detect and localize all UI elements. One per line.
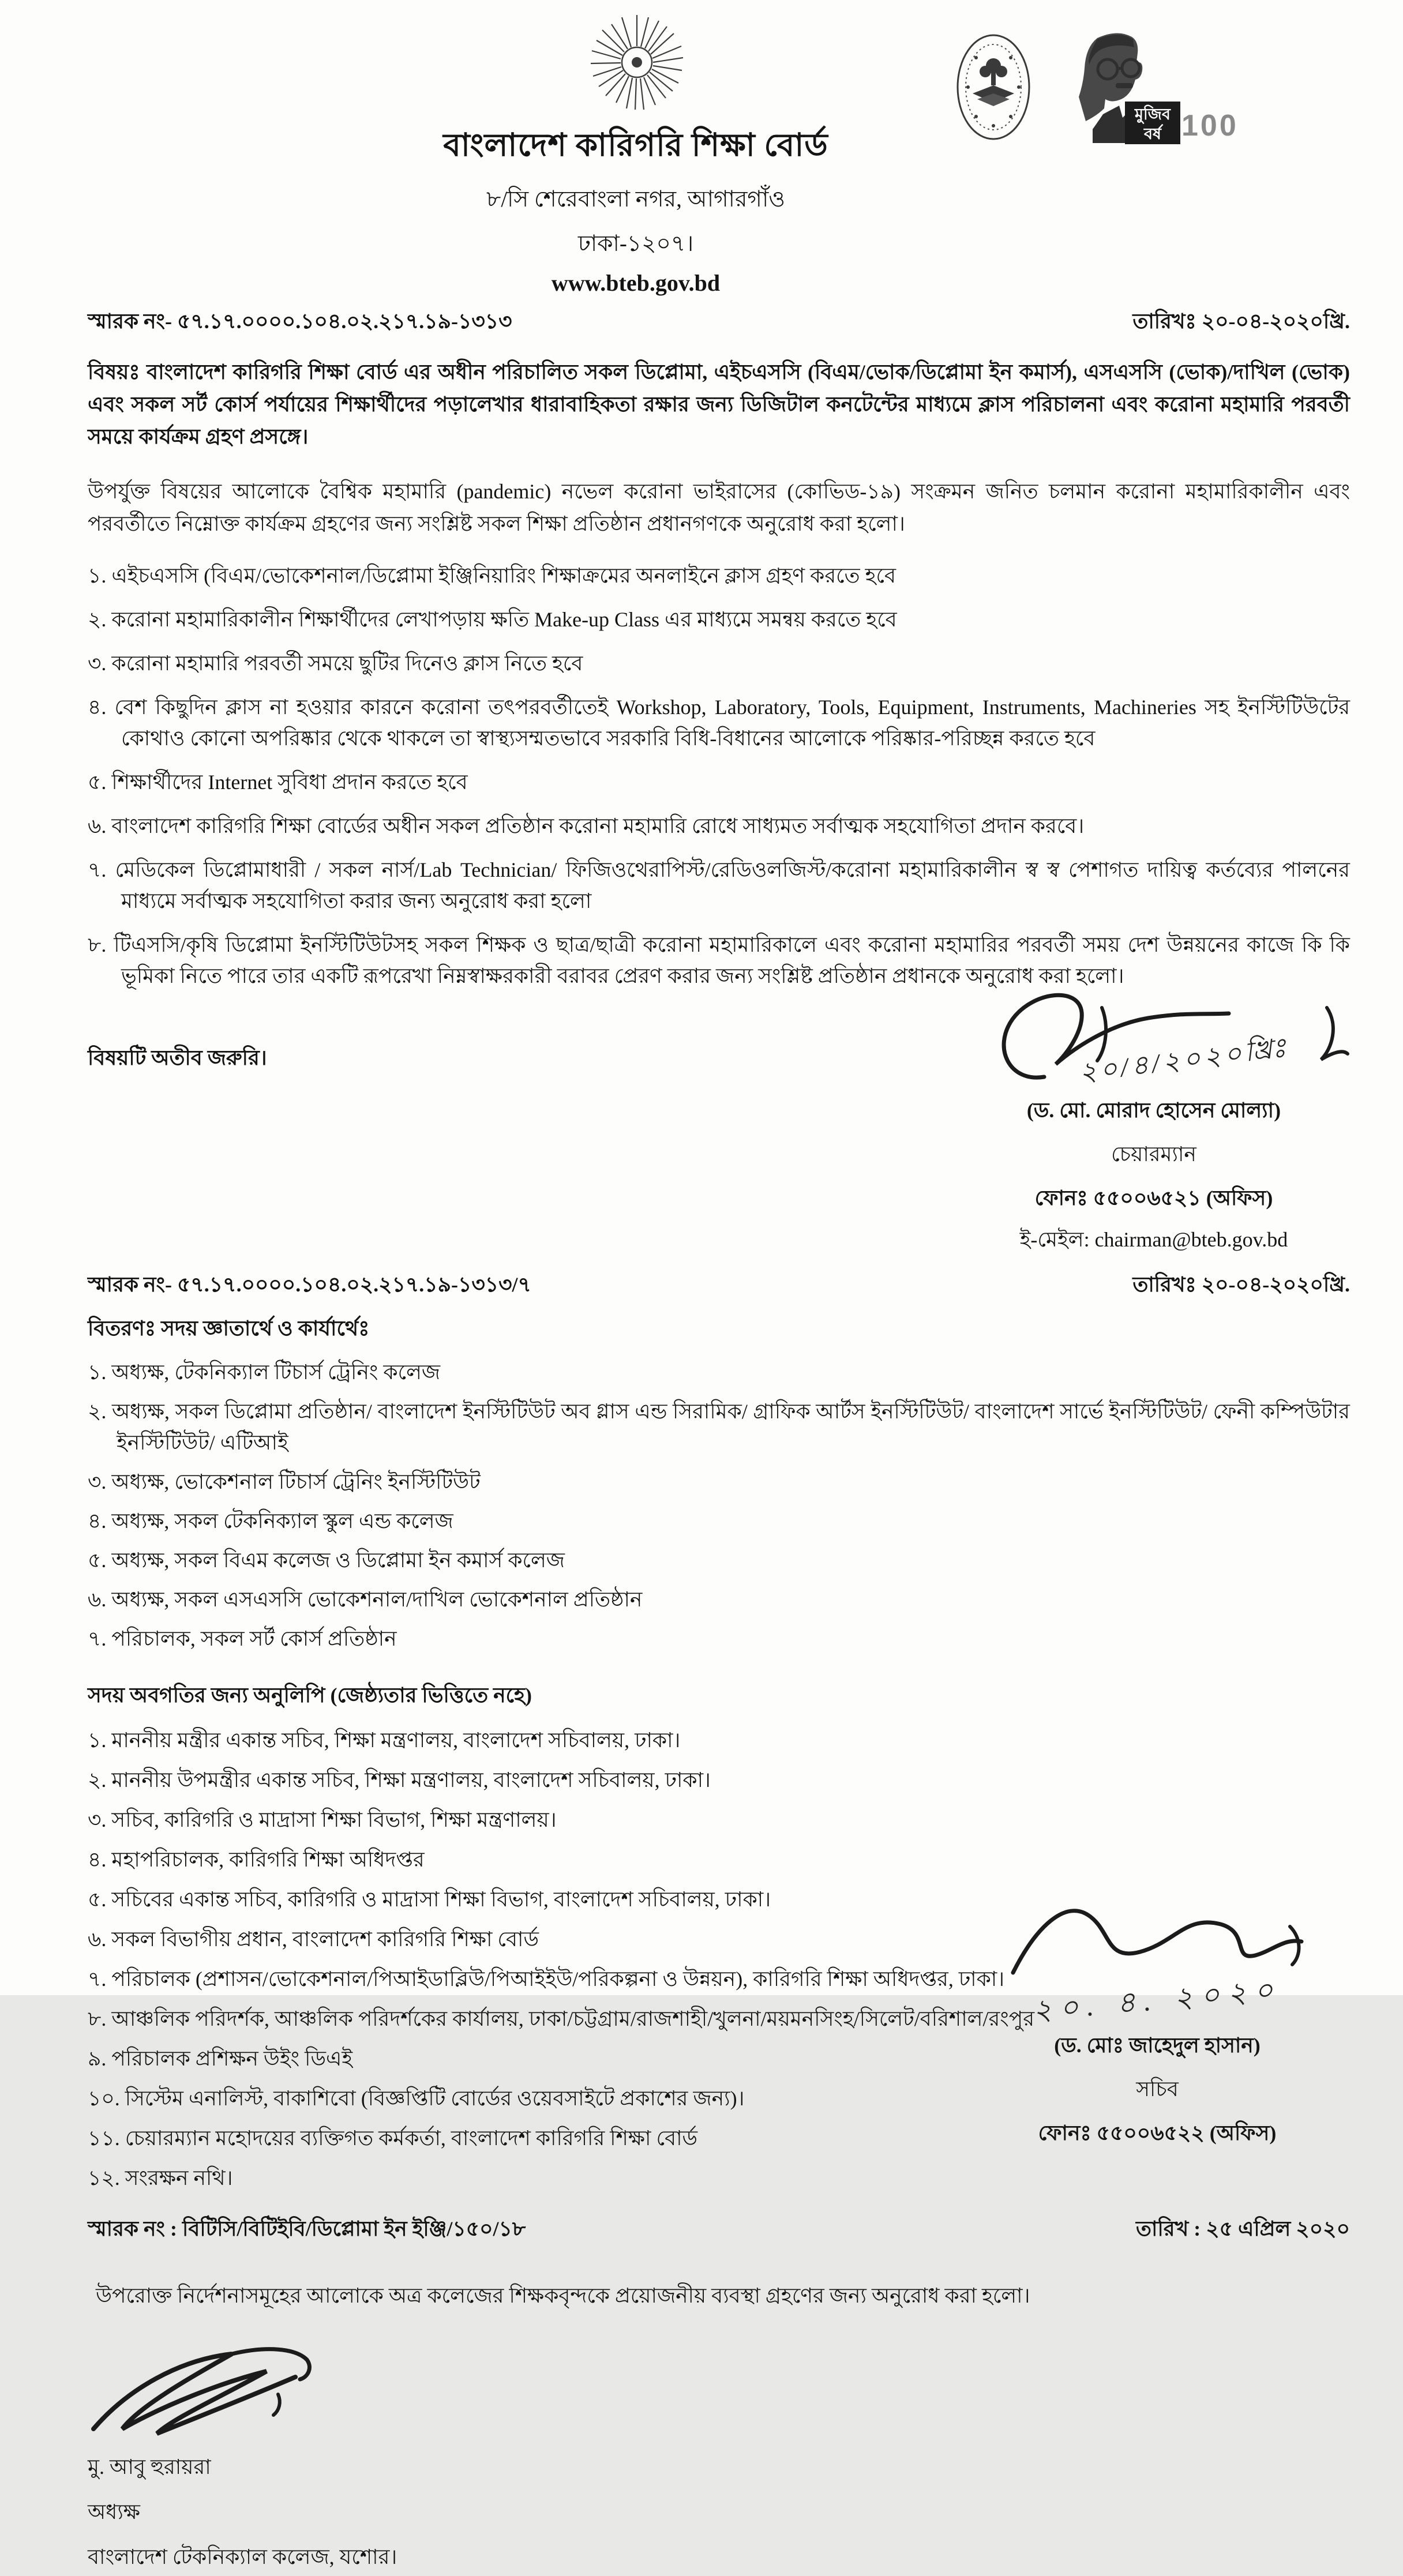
distribution-item: ২. অধ্যক্ষ, সকল ডিপ্লোমা প্রতিষ্ঠান/ বাংলাদেশ ইনস্টিটিউট অব গ্লাস এন্ড সিরামিক/ গ্রাফিক আর্টস ইনস্টিটিউট/ বাংলাদেশ সার্ভে ইনস্টিটিউট/ ফেনী কম্পিউটার ইনস্টিটিউট/ এটিআই bbox=[88, 1399, 1350, 1454]
directives-list bbox=[88, 560, 1350, 992]
principal-name: মু. আবু হুরায়রা bbox=[88, 2455, 211, 2479]
chairman-signature bbox=[958, 985, 1350, 1091]
secretary-phone: ফোনঃ ৫৫০০৬৫২২ (অফিস) bbox=[1038, 2121, 1277, 2145]
cc-item: ৮. আঞ্চলিক পরিদর্শক, আঞ্চলিক পরিদর্শকের কার্যালয়, ঢাকা/চট্টগ্রাম/রাজশাহী/খুলনা/ময়মনসিংহ/সিলেট/বরিশাল/রংপুর bbox=[88, 2007, 1035, 2030]
cc-item: ১০. সিস্টেম এনালিস্ট, বাকাশিবো (বিজ্ঞপ্তিটি বোর্ডের ওয়েবসাইটে প্রকাশের জন্য)। bbox=[88, 2086, 745, 2110]
cc-item: ২. মাননীয় উপমন্ত্রীর একান্ত সচিব, শিক্ষা মন্ত্রণালয়, বাংলাদেশ সচিবালয়, ঢাকা। bbox=[88, 1768, 711, 1792]
directive-item: ৬. বাংলাদেশ কারিগরি শিক্ষা বোর্ডের অধীন সকল প্রতিষ্ঠান করোনা মহামারি রোধে সাধ্যমত সর্বাত্মক সহযোগিতা প্রদান করবে। bbox=[88, 814, 1085, 838]
principal-title: অধ্যক্ষ bbox=[88, 2500, 140, 2524]
chairman-phone: ফোনঃ ৫৫০০৬৫২১ (অফিস) bbox=[1034, 1186, 1273, 1210]
memo1-reference-number: স্মারক নং- ৫৭.১৭.০০০০.১০৪.০২.২১৭.১৯-১৩১৩ bbox=[88, 310, 512, 333]
memo3-date: তারিখ : ২৫ এপ্রিল ২০২০ bbox=[1136, 2217, 1350, 2240]
distribution-item: ৪. অধ্যক্ষ, সকল টেকনিক্যাল স্কুল এন্ড কলেজ bbox=[88, 1509, 453, 1533]
distribution-item: ১. অধ্যক্ষ, টেকনিক্যাল টিচার্স ট্রেনিং কলেজ bbox=[88, 1360, 441, 1384]
secretary-title: সচিব bbox=[1136, 2077, 1179, 2101]
cc-item: ১. মাননীয় মন্ত্রীর একান্ত সচিব, শিক্ষা মন্ত্রণালয়, বাংলাদেশ সচিবালয়, ঢাকা। bbox=[88, 1728, 681, 1752]
directive-item: ৫. শিক্ষার্থীদের Internet সুবিধা প্রদান করতে হবে bbox=[88, 770, 468, 794]
principal-signature-block bbox=[88, 2342, 526, 2576]
cc-item: ১২. সংরক্ষন নথি। bbox=[88, 2166, 233, 2190]
chairman-title: চেয়ারম্যান bbox=[1111, 1142, 1196, 1166]
education-board-oval-seal-icon bbox=[953, 30, 1034, 144]
letterhead bbox=[347, 121, 924, 296]
distribution-item: ৩. অধ্যক্ষ, ভোকেশনাল টিচার্স ট্রেনিং ইনস্টিটিউট bbox=[88, 1470, 481, 1493]
cc-item: ৭. পরিচালক (প্রশাসন/ভোকেশনাল/পিআইডাব্লিউ/পিআইইউ/পরিকল্পনা ও উন্নয়ন), কারিগরি শিক্ষা অধিদপ্তর, ঢাকা। bbox=[88, 1967, 1005, 1991]
urgent-note: বিষয়টি অতীব জরুরি। bbox=[88, 1046, 267, 1069]
chairman-name: (ড. মো. মোরাদ হোসেন মোল্যা) bbox=[1026, 1098, 1281, 1122]
directive-item: ৩. করোনা মহামারি পরবর্তী সময়ে ছুটির দিনেও ক্লাস নিতে হবে bbox=[88, 651, 583, 675]
mujib-100-logo bbox=[1063, 28, 1239, 152]
memo-line-1 bbox=[88, 306, 1350, 340]
org-address-line1: ৮/সি শেরেবাংলা নগর, আগারগাঁও bbox=[486, 187, 785, 212]
secretary-signature-block bbox=[978, 1892, 1336, 2152]
subject-line: বিষয়ঃ বাংলাদেশ কারিগরি শিক্ষা বোর্ড এর অধীন পরিচালিত সকল ডিপ্লোমা, এইচএসসি (বিএম/ভোক/ডিপ্লোমা ইন কমার্স), এসএসসি (ভোক)/দাখিল (ভোক) এবং সকল সর্ট কোর্স পর্যায়ের শিক্ষার্থীদের পড়ালেখার ধারাবাহিকতা রক্ষার জন্য ডিজিটাল কনটেন্টের মাধ্যমে ক্লাস পরিচালনা এবং করোনা মহামারি পরবর্তী সময়ে কার্যক্রম গ্রহণ প্রসঙ্গে। bbox=[88, 361, 1350, 448]
memo3-reference-number: স্মারক নং : বিটিসি/বিটিইবি/ডিপ্লোমা ইন ইঞ্জি/১৫০/১৮ bbox=[88, 2217, 526, 2240]
principal-institution: বাংলাদেশ টেকনিক্যাল কলেজ, যশোর। bbox=[88, 2545, 397, 2569]
cc-list bbox=[88, 1725, 1103, 2194]
org-address-line2: ঢাকা-১২০৭। bbox=[577, 231, 694, 256]
memo-line-2 bbox=[88, 1269, 1350, 1304]
memo1-date: তারিখঃ ২০-০৪-২০২০খ্রি. bbox=[1132, 310, 1350, 333]
org-website: www.bteb.gov.bd bbox=[551, 270, 721, 296]
secretary-signature bbox=[978, 1892, 1336, 1978]
mujib-borsho-wordmark: মুজিব বর্ষ bbox=[1125, 102, 1180, 144]
distribution-item: ৬. অধ্যক্ষ, সকল এসএসসি ভোকেশনাল/দাখিল ভোকেশনাল প্রতিষ্ঠান bbox=[88, 1587, 643, 1611]
urgent-and-chairman-row bbox=[88, 1004, 1350, 1259]
distribution-heading: বিতরণঃ সদয় জ্ঞাতার্থে ও কার্যার্থেঃ bbox=[88, 1316, 370, 1340]
directive-item: ৭. মেডিকেল ডিপ্লোমাধারী / সকল নার্স/Lab Technician/ ফিজিওথেরাপিস্ট/রেডিওলজিস্ট/করোনা মহামারিকালীন স্ব স্ব পেশাগত দায়িত্ব কর্তব্যের পালনের মাধ্যমে সর্বাত্মক সহযোগিতা করার জন্য অনুরোধ করা হলো bbox=[88, 858, 1350, 913]
cc-item: ৯. পরিচালক প্রশিক্ষন উইং ডিএই bbox=[88, 2046, 353, 2070]
secretary-name: (ড. মোঃ জাহেদুল হাসান) bbox=[1054, 2033, 1261, 2057]
org-name: বাংলাদেশ কারিগরি শিক্ষা বোর্ড bbox=[443, 127, 828, 163]
chairman-signature-block bbox=[958, 985, 1350, 1259]
distribution-list bbox=[88, 1357, 1350, 1654]
forwarding-note: উপরোক্ত নির্দেশনাসমূহের আলোকে অত্র কলেজের শিক্ষকবৃন্দকে প্রয়োজনীয় ব্যবস্থা গ্রহণের জন্য অনুরোধ করা হলো। bbox=[96, 2284, 1030, 2307]
cc-item: ৫. সচিবের একান্ত সচিব, কারিগরি ও মাদ্রাসা শিক্ষা বিভাগ, বাংলাদেশ সচিবালয়, ঢাকা। bbox=[88, 1887, 771, 1911]
memo2-date: তারিখঃ ২০-০৪-২০২০খ্রি. bbox=[1132, 1272, 1350, 1296]
distribution-item: ৭. পরিচালক, সকল সর্ট কোর্স প্রতিষ্ঠান bbox=[88, 1627, 397, 1650]
directive-item: ১. এইচএসসি (বিএম/ভোকেশনাল/ডিপ্লোমা ইঞ্জিনিয়ারিং শিক্ষাক্রমের অনলাইনে ক্লাস গ্রহণ করতে হবে bbox=[88, 564, 896, 587]
cc-item: ৩. সচিব, কারিগরি ও মাদ্রাসা শিক্ষা বিভাগ, শিক্ষা মন্ত্রণালয়। bbox=[88, 1808, 557, 1831]
secretary-handwritten-date: ২০. ৪. ২০২০ bbox=[1031, 1973, 1282, 2027]
principal-signature bbox=[88, 2342, 526, 2449]
cc-heading: সদয় অবগতির জন্য অনুলিপি (জেষ্ঠ্যতার ভিত্তিতে নহে) bbox=[88, 1683, 532, 1707]
directive-item: ৪. বেশ কিছুদিন ক্লাস না হওয়ার কারনে করোনা তৎপরবর্তীতেই Workshop, Laboratory, Tools, Equipment, Instruments, Machineries সহ ইনস্টিটিউটের কোথাও কোনো অপরিষ্কার থেকে থাকলে তা স্বাস্থ্যসম্মতভাবে সরকারি বিধি-বিধানের আলোকে পরিষ্কার-পরিচ্ছন্ন করতে হবে bbox=[88, 695, 1350, 750]
cc-item: ১১. চেয়ারম্যান মহোদয়ের ব্যক্তিগত কর্মকর্তা, বাংলাদেশ কারিগরি শিক্ষা বোর্ড bbox=[88, 2126, 698, 2150]
memo-line-3 bbox=[88, 2213, 1350, 2248]
intro-paragraph: উপর্যুক্ত বিষয়ের আলোকে বৈশ্বিক মহামারি (pandemic) নভেল করোনা ভাইরাসের (কোভিড-১৯) সংক্রমন জনিত চলমান করোনা মহামারিকালীন এবং পরবর্তীতে নিম্নোক্ত কার্যক্রম গ্রহণের জন্য সংশ্লিষ্ট সকল শিক্ষা প্রতিষ্ঠান প্রধানগণকে অনুরোধ করা হলো। bbox=[88, 480, 1350, 536]
chairman-handwritten-date: ২০/৪/২০২০খ্রিঃ bbox=[1077, 1032, 1292, 1088]
cc-item: ৪. মহাপরিচালক, কারিগরি শিক্ষা অধিদপ্তর bbox=[88, 1847, 425, 1871]
cc-section bbox=[88, 1680, 1350, 2194]
directive-item: ২. করোনা মহামারিকালীন শিক্ষার্থীদের লেখাপড়ায় ক্ষতি Make-up Class এর মাধ্যমে সমন্বয় করতে হবে bbox=[88, 607, 897, 631]
chairman-email: ই-মেইল: chairman@bteb.gov.bd bbox=[1019, 1227, 1288, 1251]
memo2-reference-number: স্মারক নং- ৫৭.১৭.০০০০.১০৪.০২.২১৭.১৯-১৩১৩/৭ bbox=[88, 1272, 531, 1296]
bteb-sunburst-seal-icon bbox=[572, 12, 702, 121]
cc-item: ৬. সকল বিভাগীয় প্রধান, বাংলাদেশ কারিগরি শিক্ষা বোর্ড bbox=[88, 1927, 539, 1951]
mujib-100-number: 100 bbox=[1181, 109, 1239, 142]
directive-item: ৮. টিএসসি/কৃষি ডিপ্লোমা ইনস্টিটিউটসহ সকল শিক্ষক ও ছাত্র/ছাত্রী করোনা মহামারিকালে এবং করোনা মহামারির পরবর্তী সময় দেশ উন্নয়নের কাজে কি কি ভূমিকা নিতে পারে তার একটি রূপরেখা নিম্নস্বাক্ষরকারী বরাবর প্রেরণ করার জন্য সংশ্লিষ্ট প্রতিষ্ঠান প্রধানকে অনুরোধ করা হলো। bbox=[88, 933, 1350, 987]
distribution-item: ৫. অধ্যক্ষ, সকল বিএম কলেজ ও ডিপ্লোমা ইন কমার্স কলেজ bbox=[88, 1548, 565, 1572]
